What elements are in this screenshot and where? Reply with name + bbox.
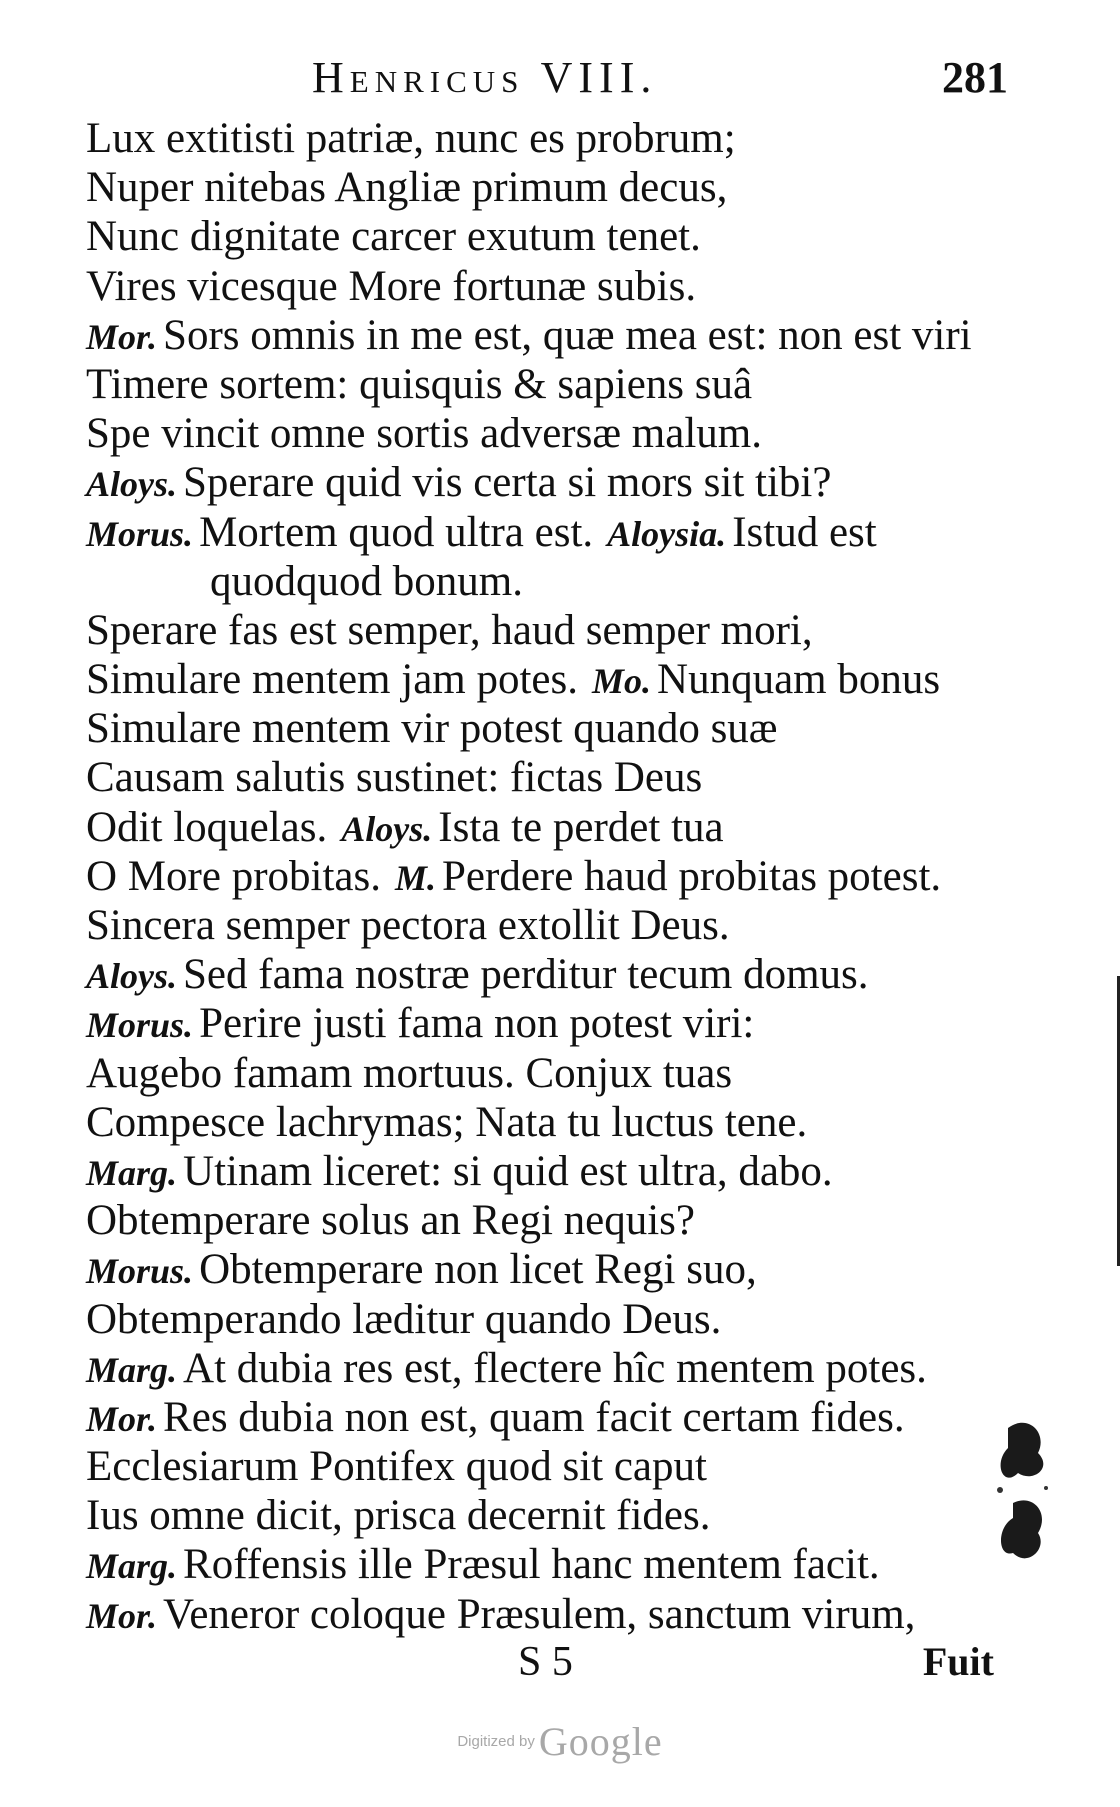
speaker-label: Mor. [86,1595,158,1636]
verse-line [86,704,1016,753]
line-text: Simulare mentem vir potest quando suæ [86,705,778,753]
google-logo: Google [538,1719,663,1764]
speaker-label: M. [394,857,436,898]
verse-text [86,114,1016,1639]
line-text: Sors omnis in me est, quæ mea est: non est viri [163,311,972,359]
catchword: Fuit [922,1639,994,1684]
verse-line [86,753,1016,802]
speaker-label: Mo. [592,661,652,702]
line-text: Mortem quod ultra est. [199,508,594,556]
verse-line [86,458,1016,507]
line-text: At dubia res est, flectere hîc mentem potes. [183,1344,927,1392]
line-text: Compesce lachrymas; Nata tu luctus tene. [86,1098,808,1146]
verse-line [86,1344,1016,1393]
ink-blot-icon [988,1408,1058,1588]
verse-line [86,999,1016,1048]
line-text: Nuper nitebas Angliæ primum decus, [86,164,728,212]
line-text: Perire justi fama non potest viri: [199,1000,755,1048]
page-header [0,52,1120,112]
verse-line [86,655,1016,704]
speaker-label: Marg. [86,1546,178,1587]
line-text: O More probitas. [86,852,381,900]
line-text: Veneror coloque Præsulem, sanctum virum, [163,1590,916,1638]
line-text: Res dubia non est, quam facit certam fides. [163,1393,905,1441]
verse-line [86,803,1016,852]
line-text: Vires vicesque More fortunæ subis. [86,262,697,310]
verse-line [86,1590,1016,1639]
line-text: Timere sortem: quisquis & sapiens suâ [86,360,753,408]
verse-line [86,852,1016,901]
verse-line [86,409,1016,458]
speaker-label: Marg. [86,1152,178,1193]
line-text: Nunc dignitate carcer exutum tenet. [86,213,701,261]
watermark-caption: Digitized by [457,1733,535,1750]
verse-line [86,360,1016,409]
line-text: Odit loquelas. [86,803,328,851]
verse-line [86,1295,1016,1344]
line-text: Simulare mentem jam potes. [86,656,579,704]
digitization-watermark [0,1718,1120,1765]
verse-line [86,163,1016,212]
line-text: Ius omne dicit, prisca decernit fides. [86,1492,711,1540]
verse-line [86,1442,1016,1491]
verse-line [86,508,1016,557]
speaker-label: Morus. [86,1251,194,1292]
line-text: Roffensis ille Præsul hanc mentem facit. [183,1541,880,1589]
line-text: Sperare quid vis certa si mors sit tibi? [183,459,832,507]
line-text: Lux extitisti patriæ, nunc es probrum; [86,115,736,162]
verse-line [86,901,1016,950]
verse-line [86,1196,1016,1245]
line-text: Perdere haud probitas potest. [442,852,942,900]
line-text: Augebo famam mortuus. Conjux tuas [86,1049,733,1097]
speaker-label: Aloys. [341,808,433,849]
line-text: Ecclesiarum Pontifex quod sit caput [86,1443,707,1491]
verse-line [86,1147,1016,1196]
verse-line [86,1049,1016,1098]
line-text: Obtemperando læditur quando Deus. [86,1295,722,1343]
verse-line [86,114,1016,163]
speaker-label: Mor. [86,316,158,357]
line-text: Sincera semper pectora extollit Deus. [86,902,730,949]
verse-line [86,1491,1016,1540]
speaker-label: Marg. [86,1349,178,1390]
verse-line [86,557,1016,606]
line-text: Obtemperare solus an Regi nequis? [86,1197,695,1245]
speaker-label: Aloysia. [607,513,727,554]
speaker-label: Mor. [86,1398,158,1439]
line-text: Nunquam bonus [657,656,941,704]
verse-line [86,212,1016,261]
line-text: Obtemperare non licet Regi suo, [199,1246,757,1294]
speaker-label: Morus. [86,513,194,554]
line-text: Sed fama nostræ perditur tecum domus. [183,951,869,999]
verse-line [86,1393,1016,1442]
verse-line [86,1245,1016,1294]
line-text: Utinam liceret: si quid est ultra, dabo. [183,1147,833,1195]
signature-mark: S 5 [518,1639,573,1685]
page-number: 281 [942,53,1008,102]
speaker-label: Aloys. [86,464,178,505]
running-head: Henricus VIII. [312,53,658,102]
page-footer [0,1638,1120,1698]
line-text: quodquod bonum. [210,557,523,605]
line-text: Causam salutis sustinet: fictas Deus [86,754,703,802]
line-text: Spe vincit omne sortis adversæ malum. [86,410,762,458]
verse-line [86,311,1016,360]
line-text: Istud est [732,508,877,556]
verse-line [86,262,1016,311]
speaker-label: Morus. [86,1005,194,1046]
verse-line [86,1540,1016,1589]
line-text: Sperare fas est semper, haud semper mori, [86,606,813,654]
speaker-label: Aloys. [86,956,178,997]
verse-line [86,950,1016,999]
verse-line [86,1098,1016,1147]
verse-line [86,606,1016,655]
line-text: Ista te perdet tua [438,803,724,851]
